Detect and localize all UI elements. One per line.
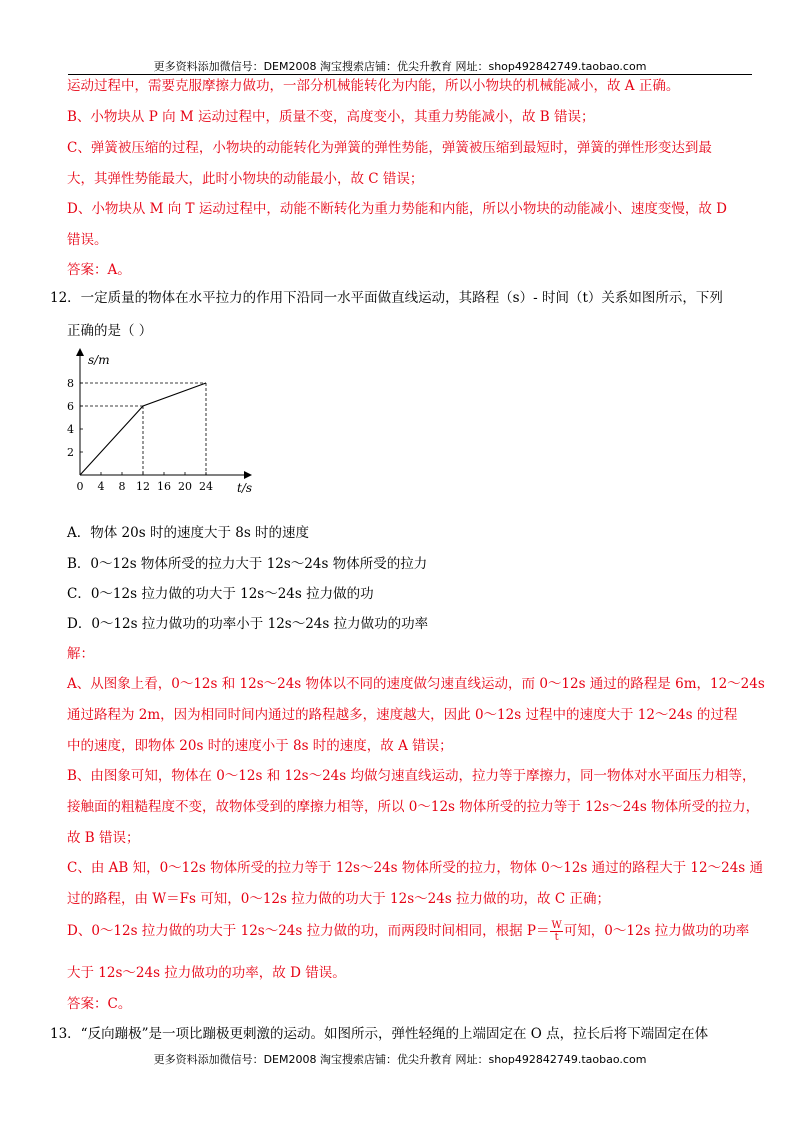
solution-line: 接触面的粗糙程度不变，故物体受到的摩擦力相等，所以 0～12s 物体所受的拉力等于 12s～24s 物体所受的拉力， (67, 799, 760, 815)
prev-solution-line: 错误。 (67, 232, 108, 248)
q13-stem: 13．“反向蹦极”是一项比蹦极更刺激的运动。如图所示，弹性轻绳的上端固定在 O 点，拉长后将下端固定在体 (50, 1026, 709, 1042)
solution-line: 大于 12s～24s 拉力做功的功率，故 D 错误。 (67, 965, 346, 981)
st-graph (60, 342, 260, 500)
option-d: D．0～12s 拉力做功的功率小于 12s～24s 拉力做功的功率 (67, 616, 429, 632)
q12-stem: 12．一定质量的物体在水平拉力的作用下沿同一水平面做直线运动，其路程（s）- 时间（t）关系如图所示，下列 (50, 290, 723, 306)
option-a: A．物体 20s 时的速度大于 8s 时的速度 (67, 525, 310, 541)
solution-line: 过的路程，由 W＝Fs 可知，0～12s 拉力做的功大于 12s～24s 拉力做的功，故 C 正确； (67, 891, 610, 907)
x-tick-label: 4 (97, 480, 105, 493)
power-fraction (550, 920, 562, 943)
y-tick-label: 6 (67, 400, 74, 413)
prev-answer: 答案：A。 (67, 262, 131, 278)
page-footer: 更多资料添加微信号：DEM2008 淘宝搜索店铺：优尖升教育 网址：shop492842749.taobao.com (153, 1053, 647, 1066)
y-tick-label: 4 (67, 423, 74, 436)
fraction-denominator: t (554, 932, 559, 943)
prev-solution-line: D、小物块从 M 向 T 运动过程中，动能不断转化为重力势能和内能，所以小物块的动能减小、速度变慢，故 D (67, 201, 727, 217)
option-b: B．0～12s 物体所受的拉力大于 12s～24s 物体所受的拉力 (67, 556, 428, 572)
x-tick-label: 20 (178, 480, 192, 493)
fraction-numerator: W (551, 920, 562, 931)
prev-solution-line: B、小物块从 P 向 M 运动过程中，质量不变，高度变小，其重力势能减小，故 B 错误； (67, 109, 595, 125)
solution-line: B、由图象可知，物体在 0～12s 和 12s～24s 均做匀速直线运动，拉力等于摩擦力，同一物体对水平面压力相等， (67, 768, 756, 784)
solution-line: 故 B 错误； (67, 830, 140, 846)
solution-line-d (67, 920, 749, 943)
solution-line: 通过路程为 2m，因为相同时间内通过的路程越多，速度越大，因此 0～12s 过程中的速度大于 12～24s 的过程 (67, 707, 738, 723)
solution-d-text-tail: 可知，0～12s 拉力做功的功率 (563, 923, 750, 939)
solution-d-text: D、0～12s 拉力做的功大于 12s～24s 拉力做的功，而两段时间相同，根据 P＝ (67, 923, 550, 939)
solution-label: 解： (67, 646, 94, 662)
option-c: C．0～12s 拉力做的功大于 12s～24s 拉力做的功 (67, 586, 374, 602)
prev-solution-line: 运动过程中，需要克服摩擦力做功，一部分机械能转化为内能，所以小物块的机械能减小，故 A 正确。 (67, 78, 680, 94)
x-tick-label: 0 (76, 480, 84, 493)
x-tick-label: 16 (157, 480, 171, 493)
x-tick-label: 24 (199, 480, 213, 493)
y-axis-label: s/m (88, 353, 110, 367)
x-tick-label: 8 (118, 480, 126, 493)
solution-line: C、由 AB 知，0～12s 物体所受的拉力等于 12s～24s 物体所受的拉力，物体 0～12s 通过的路程大于 12～24s 通 (67, 860, 764, 876)
page-header: 更多资料添加微信号：DEM2008 淘宝搜索店铺：优尖升教育 网址：shop492842749.taobao.com (153, 60, 647, 73)
y-tick-label: 2 (67, 446, 74, 459)
header-rule (68, 74, 752, 75)
y-tick-label: 8 (67, 377, 74, 390)
solution-line: A、从图象上看，0～12s 和 12s～24s 物体以不同的速度做匀速直线运动，而 0～12s 通过的路程是 6m，12～24s (67, 676, 765, 692)
x-tick-label: 12 (136, 480, 150, 493)
prev-solution-line: C、弹簧被压缩的过程，小物块的动能转化为弹簧的弹性势能，弹簧被压缩到最短时，弹簧的弹性形变达到最 (67, 140, 712, 156)
x-axis-label: t/s (237, 481, 253, 495)
q12-answer: 答案：C。 (67, 996, 132, 1012)
q12-stem-cont: 正确的是（ ） (67, 323, 153, 339)
prev-solution-line: 大，其弹性势能最大，此时小物块的动能最小，故 C 错误； (67, 171, 424, 187)
solution-line: 中的速度，即物体 20s 时的速度小于 8s 时的速度，故 A 错误； (67, 738, 453, 754)
